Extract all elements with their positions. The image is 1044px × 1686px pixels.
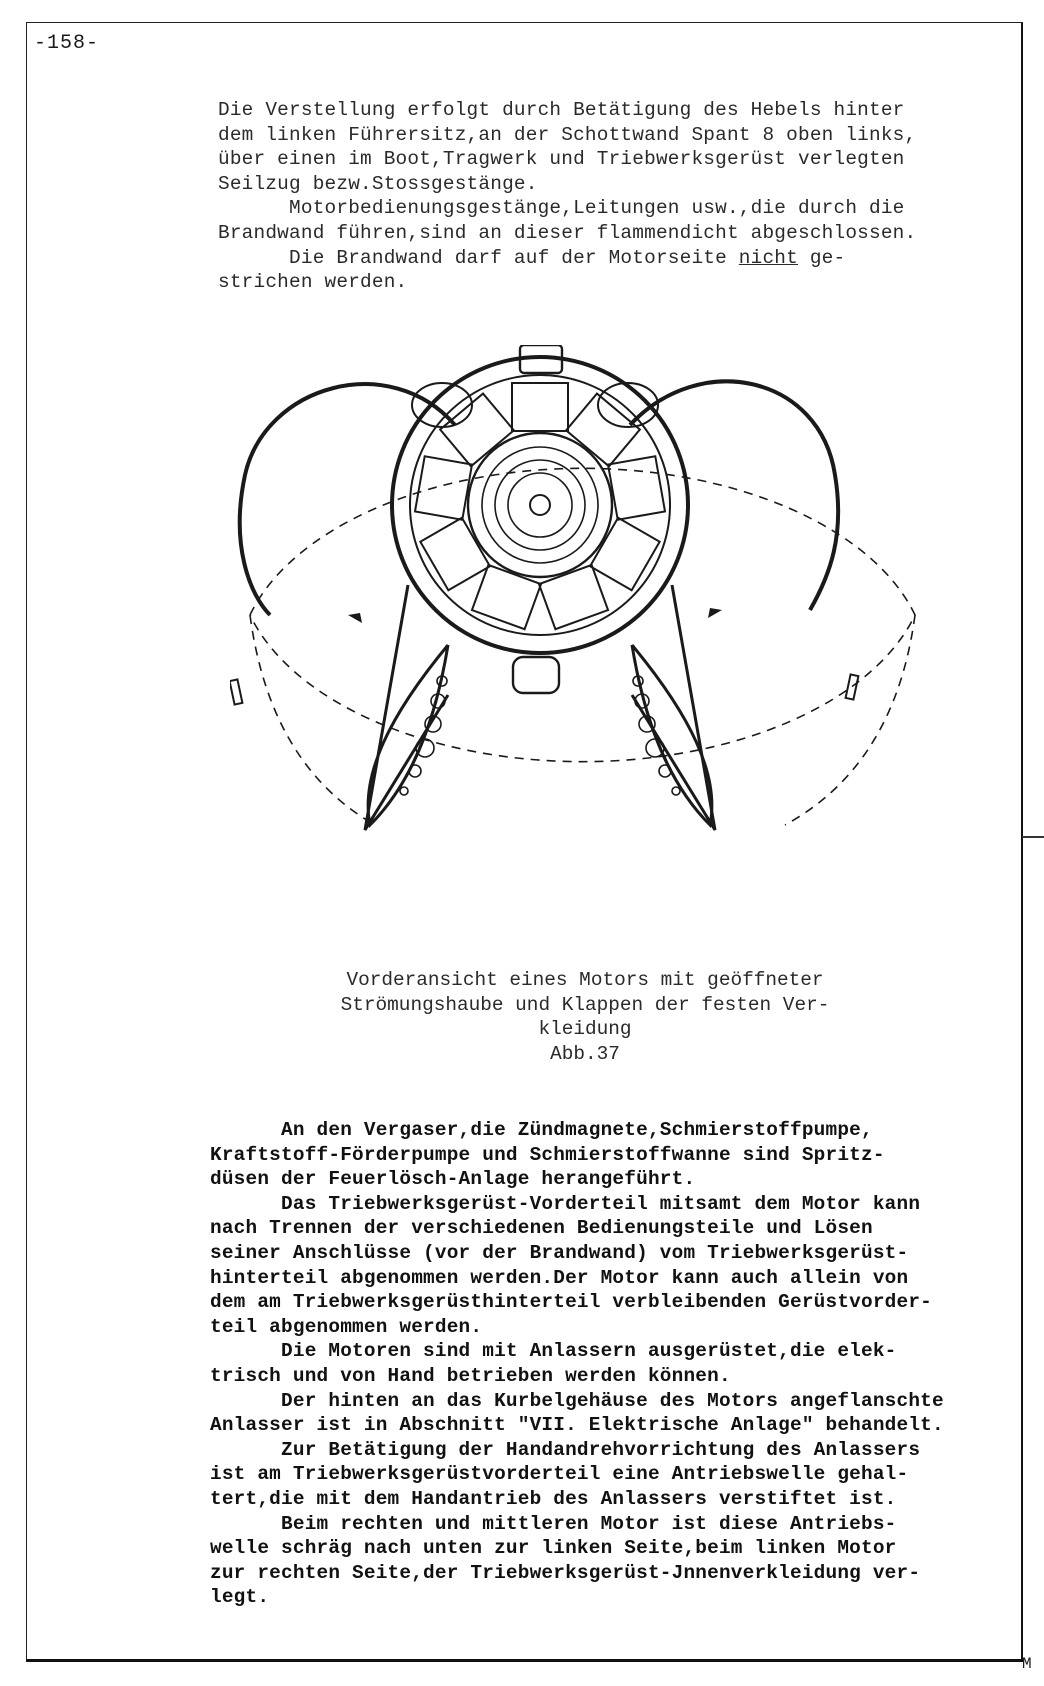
shaft: [530, 495, 550, 515]
engine-front-view-diagram: [230, 345, 940, 905]
margin-tick: [1022, 836, 1044, 838]
arrow-marker: [708, 608, 722, 618]
cylinder: [420, 518, 490, 590]
text-line: tert,die mit dem Handantrieb des Anlassers verstiftet ist.: [210, 1487, 897, 1510]
dashed-flap-arc-right: [785, 615, 915, 825]
text-line: nach Trennen der verschiedenen Bedienungsteile und Lösen: [210, 1217, 873, 1240]
cylinder: [415, 456, 472, 519]
text-line: Zur Betätigung der Handandrehvorrichtung des Anlassers: [210, 1438, 921, 1461]
text-line: Beim rechten und mittleren Motor ist diese Antriebs-: [210, 1512, 897, 1535]
text-line: hinterteil abgenommen werden.Der Motor kann auch allein von: [210, 1266, 909, 1289]
page-number: -158-: [34, 32, 100, 55]
text-line: düsen der Feuerlösch-Anlage herangeführt.: [210, 1168, 696, 1191]
body-paragraph: [210, 1118, 944, 1610]
dashed-flap-arc-left: [250, 615, 375, 825]
emphasis-nicht: nicht: [738, 246, 798, 269]
bottom-fitting: [513, 657, 559, 693]
text-fragment: ge-: [797, 246, 846, 269]
hub-ring: [508, 473, 572, 537]
text-line: Das Triebwerksgerüst-Vorderteil mitsamt dem Motor kann: [210, 1192, 921, 1215]
flap-hole: [659, 765, 671, 777]
lower-flap-right: [632, 645, 712, 825]
text-line: teil abgenommen werden.: [210, 1315, 483, 1338]
cylinder-group: [415, 383, 665, 629]
text-line: Die Verstellung erfolgt durch Betätigung des Hebels hinter: [218, 99, 905, 121]
text-line: ist am Triebwerksgerüstvorderteil eine Antriebswelle gehal-: [210, 1463, 909, 1486]
engine-outer-ring: [392, 357, 688, 653]
text-line: Motorbedienungsgestänge,Leitungen usw.,die durch die: [218, 197, 905, 220]
text-line: [218, 246, 916, 271]
flap-hole: [400, 787, 408, 795]
open-cowl-left: [240, 384, 455, 615]
text-line: dem linken Führersitz,an der Schottwand Spant 8 oben links,: [218, 123, 917, 146]
text-line: Die Motoren sind mit Anlassern ausgerüstet,die elek-: [210, 1340, 897, 1363]
arrow-marker: [230, 679, 242, 704]
caption-line: Vorderansicht eines Motors mit geöffneter: [346, 969, 824, 991]
caption-line: kleidung: [538, 1018, 632, 1041]
text-line: Der hinten an das Kurbelgehäuse des Motors angeflanschte: [210, 1389, 944, 1412]
figure-number: Abb.37: [550, 1042, 620, 1065]
cylinder: [440, 394, 514, 467]
text-line: seiner Anschlüsse (vor der Brandwand) vom Triebwerksgerüst-: [210, 1241, 909, 1264]
flap-hole: [409, 765, 421, 777]
text-line: trisch und von Hand betrieben werden können.: [210, 1364, 731, 1387]
text-line: dem am Triebwerksgerüsthinterteil verbleibenden Gerüstvorder-: [210, 1291, 933, 1314]
crankcase: [468, 433, 612, 577]
text-line: Kraftstoff-Förderpumpe und Schmierstoffwanne sind Spritz-: [210, 1143, 885, 1166]
text-line: Anlasser ist in Abschnitt "VII. Elektrische Anlage" behandelt.: [210, 1414, 944, 1437]
intro-paragraph: [218, 98, 916, 295]
text-line: über einen im Boot,Tragwerk und Triebwerksgerüst verlegten: [218, 148, 905, 171]
cylinder: [512, 383, 568, 431]
text-line: legt.: [210, 1586, 270, 1609]
engine-inner-ring: [410, 375, 670, 635]
text-line: Seilzug bezw.Stossgestänge.: [218, 172, 538, 195]
cylinder: [539, 565, 608, 629]
cylinder: [590, 518, 660, 590]
arrow-marker: [348, 613, 362, 623]
caption-line: Strömungshaube und Klappen der festen Ver-: [340, 993, 830, 1016]
text-line: strichen werden.: [218, 271, 408, 294]
arrow-marker: [846, 674, 859, 699]
flap-hole: [672, 787, 680, 795]
cylinder: [472, 565, 541, 629]
text-line: zur rechten Seite,der Triebwerksgerüst-Jnnenverkleidung ver-: [210, 1561, 921, 1584]
corner-mark: M: [1022, 1655, 1032, 1673]
cylinder: [566, 394, 640, 467]
cylinder: [608, 456, 665, 519]
hub-ring: [482, 447, 598, 563]
figure-caption: [210, 968, 960, 1066]
text-line: welle schräg nach unten zur linken Seite,beim linken Motor: [210, 1537, 897, 1560]
text-fragment: Die Brandwand darf auf der Motorseite: [218, 246, 739, 269]
text-line: Brandwand führen,sind an dieser flammendicht abgeschlossen.: [218, 221, 917, 244]
text-line: An den Vergaser,die Zündmagnete,Schmierstoffpumpe,: [210, 1119, 873, 1141]
